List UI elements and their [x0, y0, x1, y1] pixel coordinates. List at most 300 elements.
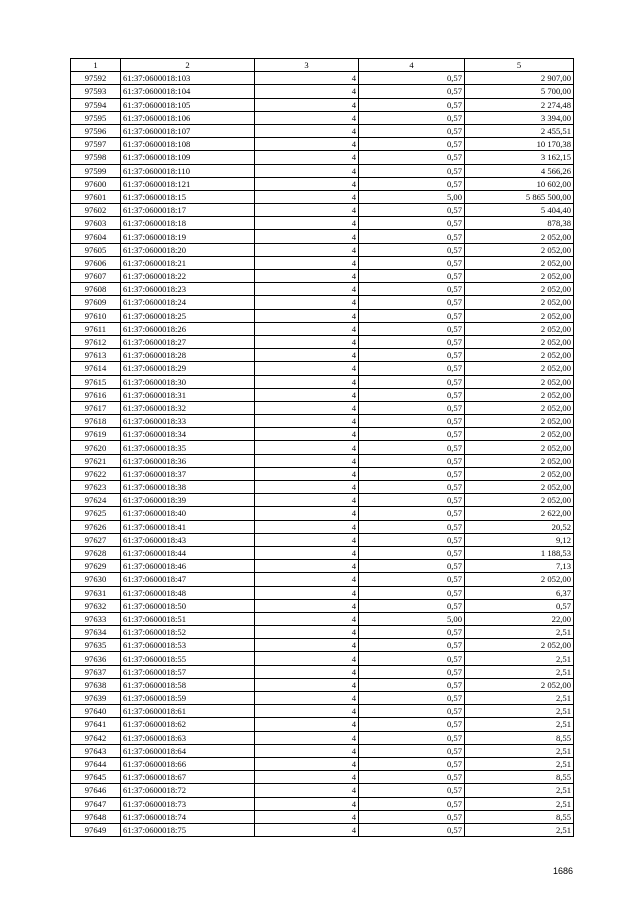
table-cell-col-4: 0,57 — [359, 507, 465, 520]
table-cell-col-5: 2 052,00 — [465, 401, 574, 414]
table-cell-col-1: 97618 — [71, 415, 121, 428]
table-cell-col-4: 0,57 — [359, 375, 465, 388]
table-cell-col-3: 4 — [255, 467, 359, 480]
table-cell-col-1: 97635 — [71, 639, 121, 652]
table-cell-col-2: 61:37:0600018:27 — [121, 335, 255, 348]
table-row — [71, 401, 574, 414]
table-cell-col-1: 97617 — [71, 401, 121, 414]
table-cell-col-2: 61:37:0600018:41 — [121, 520, 255, 533]
table-cell-col-2: 61:37:0600018:18 — [121, 217, 255, 230]
table-cell-col-2: 61:37:0600018:17 — [121, 204, 255, 217]
table-cell-col-5: 0,57 — [465, 599, 574, 612]
table-cell-col-1: 97609 — [71, 296, 121, 309]
table-cell-col-3: 4 — [255, 375, 359, 388]
table-row — [71, 177, 574, 190]
table-cell-col-3: 4 — [255, 388, 359, 401]
table-cell-col-1: 97598 — [71, 151, 121, 164]
table-cell-col-4: 0,57 — [359, 283, 465, 296]
table-cell-col-3: 4 — [255, 626, 359, 639]
table-cell-col-2: 61:37:0600018:29 — [121, 362, 255, 375]
table-cell-col-2: 61:37:0600018:24 — [121, 296, 255, 309]
table-row — [71, 217, 574, 230]
table-cell-col-4: 0,57 — [359, 296, 465, 309]
table-row — [71, 441, 574, 454]
table-cell-col-4: 0,57 — [359, 520, 465, 533]
table-cell-col-3: 4 — [255, 124, 359, 137]
table-cell-col-3: 4 — [255, 784, 359, 797]
table-cell-col-4: 0,57 — [359, 481, 465, 494]
table-cell-col-2: 61:37:0600018:37 — [121, 467, 255, 480]
table-row — [71, 520, 574, 533]
table-row — [71, 744, 574, 757]
table-row — [71, 692, 574, 705]
table-cell-col-1: 97594 — [71, 98, 121, 111]
table-cell-col-2: 61:37:0600018:58 — [121, 678, 255, 691]
table-cell-col-2: 61:37:0600018:103 — [121, 72, 255, 85]
table-cell-col-2: 61:37:0600018:53 — [121, 639, 255, 652]
table-row — [71, 665, 574, 678]
table-cell-col-5: 2 274,48 — [465, 98, 574, 111]
table-row — [71, 652, 574, 665]
table-cell-col-4: 0,57 — [359, 335, 465, 348]
table-cell-col-1: 97642 — [71, 731, 121, 744]
table-cell-col-5: 2 052,00 — [465, 296, 574, 309]
table-cell-col-3: 4 — [255, 705, 359, 718]
table-cell-col-4: 0,57 — [359, 467, 465, 480]
table-cell-col-2: 61:37:0600018:121 — [121, 177, 255, 190]
table-cell-col-3: 4 — [255, 599, 359, 612]
table-cell-col-2: 61:37:0600018:44 — [121, 546, 255, 559]
table-cell-col-4: 5,00 — [359, 190, 465, 203]
table-cell-col-1: 97646 — [71, 784, 121, 797]
table-row — [71, 322, 574, 335]
table-row — [71, 85, 574, 98]
table-cell-col-2: 61:37:0600018:31 — [121, 388, 255, 401]
table-row — [71, 481, 574, 494]
table-cell-col-4: 0,57 — [359, 322, 465, 335]
table-cell-col-2: 61:37:0600018:61 — [121, 705, 255, 718]
table-cell-col-4: 0,57 — [359, 797, 465, 810]
table-row — [71, 349, 574, 362]
table-cell-col-1: 97607 — [71, 270, 121, 283]
table-cell-col-2: 61:37:0600018:38 — [121, 481, 255, 494]
table-row — [71, 533, 574, 546]
table-cell-col-4: 0,57 — [359, 204, 465, 217]
table-cell-col-1: 97649 — [71, 823, 121, 836]
table-cell-col-3: 4 — [255, 678, 359, 691]
table-cell-col-2: 61:37:0600018:50 — [121, 599, 255, 612]
table-cell-col-3: 4 — [255, 243, 359, 256]
table-cell-col-3: 4 — [255, 270, 359, 283]
table-cell-col-3: 4 — [255, 731, 359, 744]
table-cell-col-4: 0,57 — [359, 388, 465, 401]
table-row — [71, 586, 574, 599]
table-cell-col-5: 8,55 — [465, 771, 574, 784]
table-cell-col-1: 97615 — [71, 375, 121, 388]
table-cell-col-2: 61:37:0600018:59 — [121, 692, 255, 705]
table-cell-col-1: 97631 — [71, 586, 121, 599]
table-cell-col-3: 4 — [255, 138, 359, 151]
table-cell-col-5: 2 052,00 — [465, 678, 574, 691]
table-cell-col-5: 2 052,00 — [465, 362, 574, 375]
table-cell-col-4: 0,57 — [359, 243, 465, 256]
table-cell-col-5: 2 622,00 — [465, 507, 574, 520]
table-cell-col-1: 97634 — [71, 626, 121, 639]
table-cell-col-3: 4 — [255, 454, 359, 467]
table-cell-col-5: 2 052,00 — [465, 494, 574, 507]
table-cell-col-5: 9,12 — [465, 533, 574, 546]
table-cell-col-5: 8,55 — [465, 810, 574, 823]
table-cell-col-4: 0,57 — [359, 151, 465, 164]
table-cell-col-3: 4 — [255, 520, 359, 533]
table-cell-col-3: 4 — [255, 217, 359, 230]
table-cell-col-4: 0,57 — [359, 441, 465, 454]
table-cell-col-4: 0,57 — [359, 692, 465, 705]
table-cell-col-1: 97627 — [71, 533, 121, 546]
table-cell-col-3: 4 — [255, 612, 359, 625]
table-cell-col-1: 97604 — [71, 230, 121, 243]
table-cell-col-3: 4 — [255, 401, 359, 414]
table-row — [71, 138, 574, 151]
table-cell-col-2: 61:37:0600018:15 — [121, 190, 255, 203]
table-cell-col-5: 2,51 — [465, 718, 574, 731]
table-cell-col-5: 5 700,00 — [465, 85, 574, 98]
table-cell-col-4: 0,57 — [359, 124, 465, 137]
table-cell-col-5: 2,51 — [465, 652, 574, 665]
table-cell-col-2: 61:37:0600018:32 — [121, 401, 255, 414]
table-cell-col-3: 4 — [255, 481, 359, 494]
table-cell-col-1: 97644 — [71, 757, 121, 770]
table-cell-col-1: 97596 — [71, 124, 121, 137]
table-row — [71, 612, 574, 625]
table-cell-col-3: 4 — [255, 415, 359, 428]
table-cell-col-2: 61:37:0600018:52 — [121, 626, 255, 639]
table-cell-col-3: 4 — [255, 639, 359, 652]
table-cell-col-5: 2 052,00 — [465, 243, 574, 256]
table-cell-col-2: 61:37:0600018:33 — [121, 415, 255, 428]
table-cell-col-1: 97622 — [71, 467, 121, 480]
table-cell-col-5: 6,37 — [465, 586, 574, 599]
table-cell-col-1: 97614 — [71, 362, 121, 375]
table-cell-col-1: 97623 — [71, 481, 121, 494]
table-row — [71, 204, 574, 217]
table-cell-col-2: 61:37:0600018:25 — [121, 309, 255, 322]
table-cell-col-4: 0,57 — [359, 731, 465, 744]
table-row — [71, 507, 574, 520]
table-cell-col-1: 97624 — [71, 494, 121, 507]
table-cell-col-4: 0,57 — [359, 744, 465, 757]
table-cell-col-4: 0,57 — [359, 771, 465, 784]
table-cell-col-2: 61:37:0600018:21 — [121, 256, 255, 269]
table-cell-col-3: 4 — [255, 494, 359, 507]
table-cell-col-2: 61:37:0600018:107 — [121, 124, 255, 137]
table-cell-col-2: 61:37:0600018:66 — [121, 757, 255, 770]
table-cell-col-3: 4 — [255, 573, 359, 586]
table-cell-col-3: 4 — [255, 428, 359, 441]
table-row — [71, 296, 574, 309]
table-cell-col-3: 4 — [255, 560, 359, 573]
table-cell-col-3: 4 — [255, 85, 359, 98]
column-header-4: 4 — [359, 59, 465, 72]
table-cell-col-1: 97610 — [71, 309, 121, 322]
table-cell-col-4: 0,57 — [359, 217, 465, 230]
table-cell-col-3: 4 — [255, 718, 359, 731]
table-cell-col-1: 97638 — [71, 678, 121, 691]
table-cell-col-5: 2 052,00 — [465, 349, 574, 362]
table-cell-col-3: 4 — [255, 230, 359, 243]
table-cell-col-2: 61:37:0600018:47 — [121, 573, 255, 586]
table-cell-col-3: 4 — [255, 335, 359, 348]
table-cell-col-4: 0,57 — [359, 652, 465, 665]
table-cell-col-5: 4 566,26 — [465, 164, 574, 177]
column-header-3: 3 — [255, 59, 359, 72]
table-cell-col-4: 0,57 — [359, 256, 465, 269]
table-row — [71, 784, 574, 797]
table-cell-col-5: 2 907,00 — [465, 72, 574, 85]
table-cell-col-1: 97629 — [71, 560, 121, 573]
table-cell-col-3: 4 — [255, 98, 359, 111]
table-cell-col-3: 4 — [255, 797, 359, 810]
table-cell-col-5: 2 052,00 — [465, 428, 574, 441]
table-cell-col-2: 61:37:0600018:40 — [121, 507, 255, 520]
table-cell-col-5: 2 052,00 — [465, 283, 574, 296]
table-cell-col-2: 61:37:0600018:110 — [121, 164, 255, 177]
table-cell-col-5: 7,13 — [465, 560, 574, 573]
table-cell-col-4: 0,57 — [359, 626, 465, 639]
table-cell-col-1: 97600 — [71, 177, 121, 190]
data-table — [70, 58, 574, 837]
table-cell-col-1: 97640 — [71, 705, 121, 718]
table-row — [71, 494, 574, 507]
table-cell-col-5: 2,51 — [465, 692, 574, 705]
table-cell-col-4: 0,57 — [359, 72, 465, 85]
table-cell-col-2: 61:37:0600018:51 — [121, 612, 255, 625]
table-cell-col-2: 61:37:0600018:36 — [121, 454, 255, 467]
table-cell-col-4: 0,57 — [359, 230, 465, 243]
table-row — [71, 362, 574, 375]
table-cell-col-2: 61:37:0600018:108 — [121, 138, 255, 151]
table-cell-col-1: 97592 — [71, 72, 121, 85]
table-cell-col-1: 97630 — [71, 573, 121, 586]
table-row — [71, 335, 574, 348]
table-cell-col-2: 61:37:0600018:72 — [121, 784, 255, 797]
table-cell-col-3: 4 — [255, 771, 359, 784]
table-header — [71, 59, 574, 72]
table-cell-col-3: 4 — [255, 256, 359, 269]
table-cell-col-5: 1 188,53 — [465, 546, 574, 559]
table-cell-col-5: 3 162,15 — [465, 151, 574, 164]
table-row — [71, 718, 574, 731]
table-cell-col-5: 2 052,00 — [465, 309, 574, 322]
table-cell-col-2: 61:37:0600018:39 — [121, 494, 255, 507]
table-cell-col-1: 97619 — [71, 428, 121, 441]
table-cell-col-5: 2 052,00 — [465, 415, 574, 428]
table-cell-col-5: 2,51 — [465, 823, 574, 836]
table-cell-col-5: 2 455,51 — [465, 124, 574, 137]
table-cell-col-3: 4 — [255, 744, 359, 757]
table-cell-col-5: 2,51 — [465, 626, 574, 639]
table-cell-col-2: 61:37:0600018:74 — [121, 810, 255, 823]
table-cell-col-1: 97599 — [71, 164, 121, 177]
table-cell-col-1: 97616 — [71, 388, 121, 401]
table-cell-col-2: 61:37:0600018:35 — [121, 441, 255, 454]
table-cell-col-1: 97639 — [71, 692, 121, 705]
table-cell-col-4: 0,57 — [359, 560, 465, 573]
table-cell-col-4: 0,57 — [359, 98, 465, 111]
table-cell-col-1: 97595 — [71, 111, 121, 124]
table-row — [71, 283, 574, 296]
table-cell-col-5: 2 052,00 — [465, 230, 574, 243]
table-cell-col-5: 2 052,00 — [465, 270, 574, 283]
table-row — [71, 797, 574, 810]
table-cell-col-3: 4 — [255, 507, 359, 520]
table-row — [71, 388, 574, 401]
table-cell-col-3: 4 — [255, 164, 359, 177]
table-row — [71, 599, 574, 612]
table-cell-col-1: 97605 — [71, 243, 121, 256]
table-cell-col-3: 4 — [255, 692, 359, 705]
table-cell-col-1: 97593 — [71, 85, 121, 98]
table-row — [71, 810, 574, 823]
table-cell-col-4: 0,57 — [359, 309, 465, 322]
table-cell-col-5: 2,51 — [465, 784, 574, 797]
table-cell-col-5: 8,55 — [465, 731, 574, 744]
table-cell-col-1: 97606 — [71, 256, 121, 269]
table-cell-col-3: 4 — [255, 823, 359, 836]
table-cell-col-3: 4 — [255, 111, 359, 124]
table-row — [71, 151, 574, 164]
table-cell-col-3: 4 — [255, 296, 359, 309]
table-cell-col-3: 4 — [255, 586, 359, 599]
table-cell-col-5: 2,51 — [465, 744, 574, 757]
table-row — [71, 190, 574, 203]
table-cell-col-2: 61:37:0600018:67 — [121, 771, 255, 784]
table-cell-col-2: 61:37:0600018:104 — [121, 85, 255, 98]
column-header-1: 1 — [71, 59, 121, 72]
table-cell-col-2: 61:37:0600018:43 — [121, 533, 255, 546]
table-row — [71, 757, 574, 770]
table-row — [71, 823, 574, 836]
table-cell-col-2: 61:37:0600018:109 — [121, 151, 255, 164]
table-cell-col-4: 0,57 — [359, 586, 465, 599]
table-row — [71, 270, 574, 283]
table-cell-col-4: 0,57 — [359, 533, 465, 546]
table-cell-col-5: 2 052,00 — [465, 256, 574, 269]
table-cell-col-2: 61:37:0600018:62 — [121, 718, 255, 731]
table-row — [71, 415, 574, 428]
table-cell-col-1: 97597 — [71, 138, 121, 151]
table-cell-col-4: 0,57 — [359, 757, 465, 770]
table-cell-col-5: 2 052,00 — [465, 335, 574, 348]
table-cell-col-2: 61:37:0600018:105 — [121, 98, 255, 111]
table-cell-col-5: 2 052,00 — [465, 322, 574, 335]
table-cell-col-4: 0,57 — [359, 111, 465, 124]
table-cell-col-2: 61:37:0600018:48 — [121, 586, 255, 599]
table-cell-col-4: 0,57 — [359, 494, 465, 507]
table-cell-col-1: 97620 — [71, 441, 121, 454]
table-cell-col-1: 97641 — [71, 718, 121, 731]
table-cell-col-5: 2 052,00 — [465, 639, 574, 652]
table-cell-col-5: 10 602,00 — [465, 177, 574, 190]
table-cell-col-1: 97645 — [71, 771, 121, 784]
table-cell-col-4: 0,57 — [359, 85, 465, 98]
table-cell-col-2: 61:37:0600018:55 — [121, 652, 255, 665]
table-cell-col-4: 0,57 — [359, 784, 465, 797]
table-cell-col-4: 0,57 — [359, 270, 465, 283]
table-cell-col-4: 0,57 — [359, 349, 465, 362]
table-cell-col-1: 97611 — [71, 322, 121, 335]
table-body — [71, 72, 574, 837]
header-row — [71, 59, 574, 72]
table-cell-col-4: 0,57 — [359, 810, 465, 823]
table-cell-col-2: 61:37:0600018:22 — [121, 270, 255, 283]
table-row — [71, 164, 574, 177]
table-row — [71, 124, 574, 137]
table-row — [71, 243, 574, 256]
table-cell-col-1: 97608 — [71, 283, 121, 296]
table-cell-col-2: 61:37:0600018:64 — [121, 744, 255, 757]
table-cell-col-3: 4 — [255, 533, 359, 546]
table-cell-col-5: 2 052,00 — [465, 441, 574, 454]
table-cell-col-1: 97648 — [71, 810, 121, 823]
table-cell-col-5: 2 052,00 — [465, 375, 574, 388]
table-row — [71, 375, 574, 388]
table-cell-col-4: 0,57 — [359, 454, 465, 467]
table-cell-col-4: 0,57 — [359, 415, 465, 428]
table-cell-col-1: 97602 — [71, 204, 121, 217]
table-cell-col-3: 4 — [255, 362, 359, 375]
table-cell-col-5: 2 052,00 — [465, 467, 574, 480]
table-cell-col-5: 10 170,38 — [465, 138, 574, 151]
table-cell-col-4: 0,57 — [359, 678, 465, 691]
table-cell-col-5: 20,52 — [465, 520, 574, 533]
table-cell-col-3: 4 — [255, 309, 359, 322]
table-cell-col-1: 97601 — [71, 190, 121, 203]
table-cell-col-1: 97637 — [71, 665, 121, 678]
table-cell-col-2: 61:37:0600018:19 — [121, 230, 255, 243]
table-cell-col-1: 97633 — [71, 612, 121, 625]
table-cell-col-1: 97621 — [71, 454, 121, 467]
table-cell-col-2: 61:37:0600018:106 — [121, 111, 255, 124]
table-cell-col-5: 2 052,00 — [465, 481, 574, 494]
table-cell-col-5: 878,38 — [465, 217, 574, 230]
table-cell-col-5: 2,51 — [465, 757, 574, 770]
table-row — [71, 546, 574, 559]
table-cell-col-5: 2 052,00 — [465, 388, 574, 401]
table-cell-col-4: 0,57 — [359, 573, 465, 586]
table-cell-col-5: 3 394,00 — [465, 111, 574, 124]
table-cell-col-2: 61:37:0600018:20 — [121, 243, 255, 256]
table-row — [71, 428, 574, 441]
table-cell-col-1: 97647 — [71, 797, 121, 810]
table-cell-col-5: 2,51 — [465, 665, 574, 678]
table-cell-col-3: 4 — [255, 546, 359, 559]
table-row — [71, 309, 574, 322]
table-row — [71, 454, 574, 467]
table-cell-col-1: 97626 — [71, 520, 121, 533]
table-row — [71, 731, 574, 744]
table-cell-col-3: 4 — [255, 190, 359, 203]
table-cell-col-2: 61:37:0600018:57 — [121, 665, 255, 678]
table-cell-col-2: 61:37:0600018:23 — [121, 283, 255, 296]
table-cell-col-4: 0,57 — [359, 362, 465, 375]
table-cell-col-1: 97612 — [71, 335, 121, 348]
table-cell-col-1: 97625 — [71, 507, 121, 520]
table-cell-col-4: 0,57 — [359, 705, 465, 718]
table-cell-col-3: 4 — [255, 665, 359, 678]
table-cell-col-4: 0,57 — [359, 599, 465, 612]
table-cell-col-4: 0,57 — [359, 428, 465, 441]
